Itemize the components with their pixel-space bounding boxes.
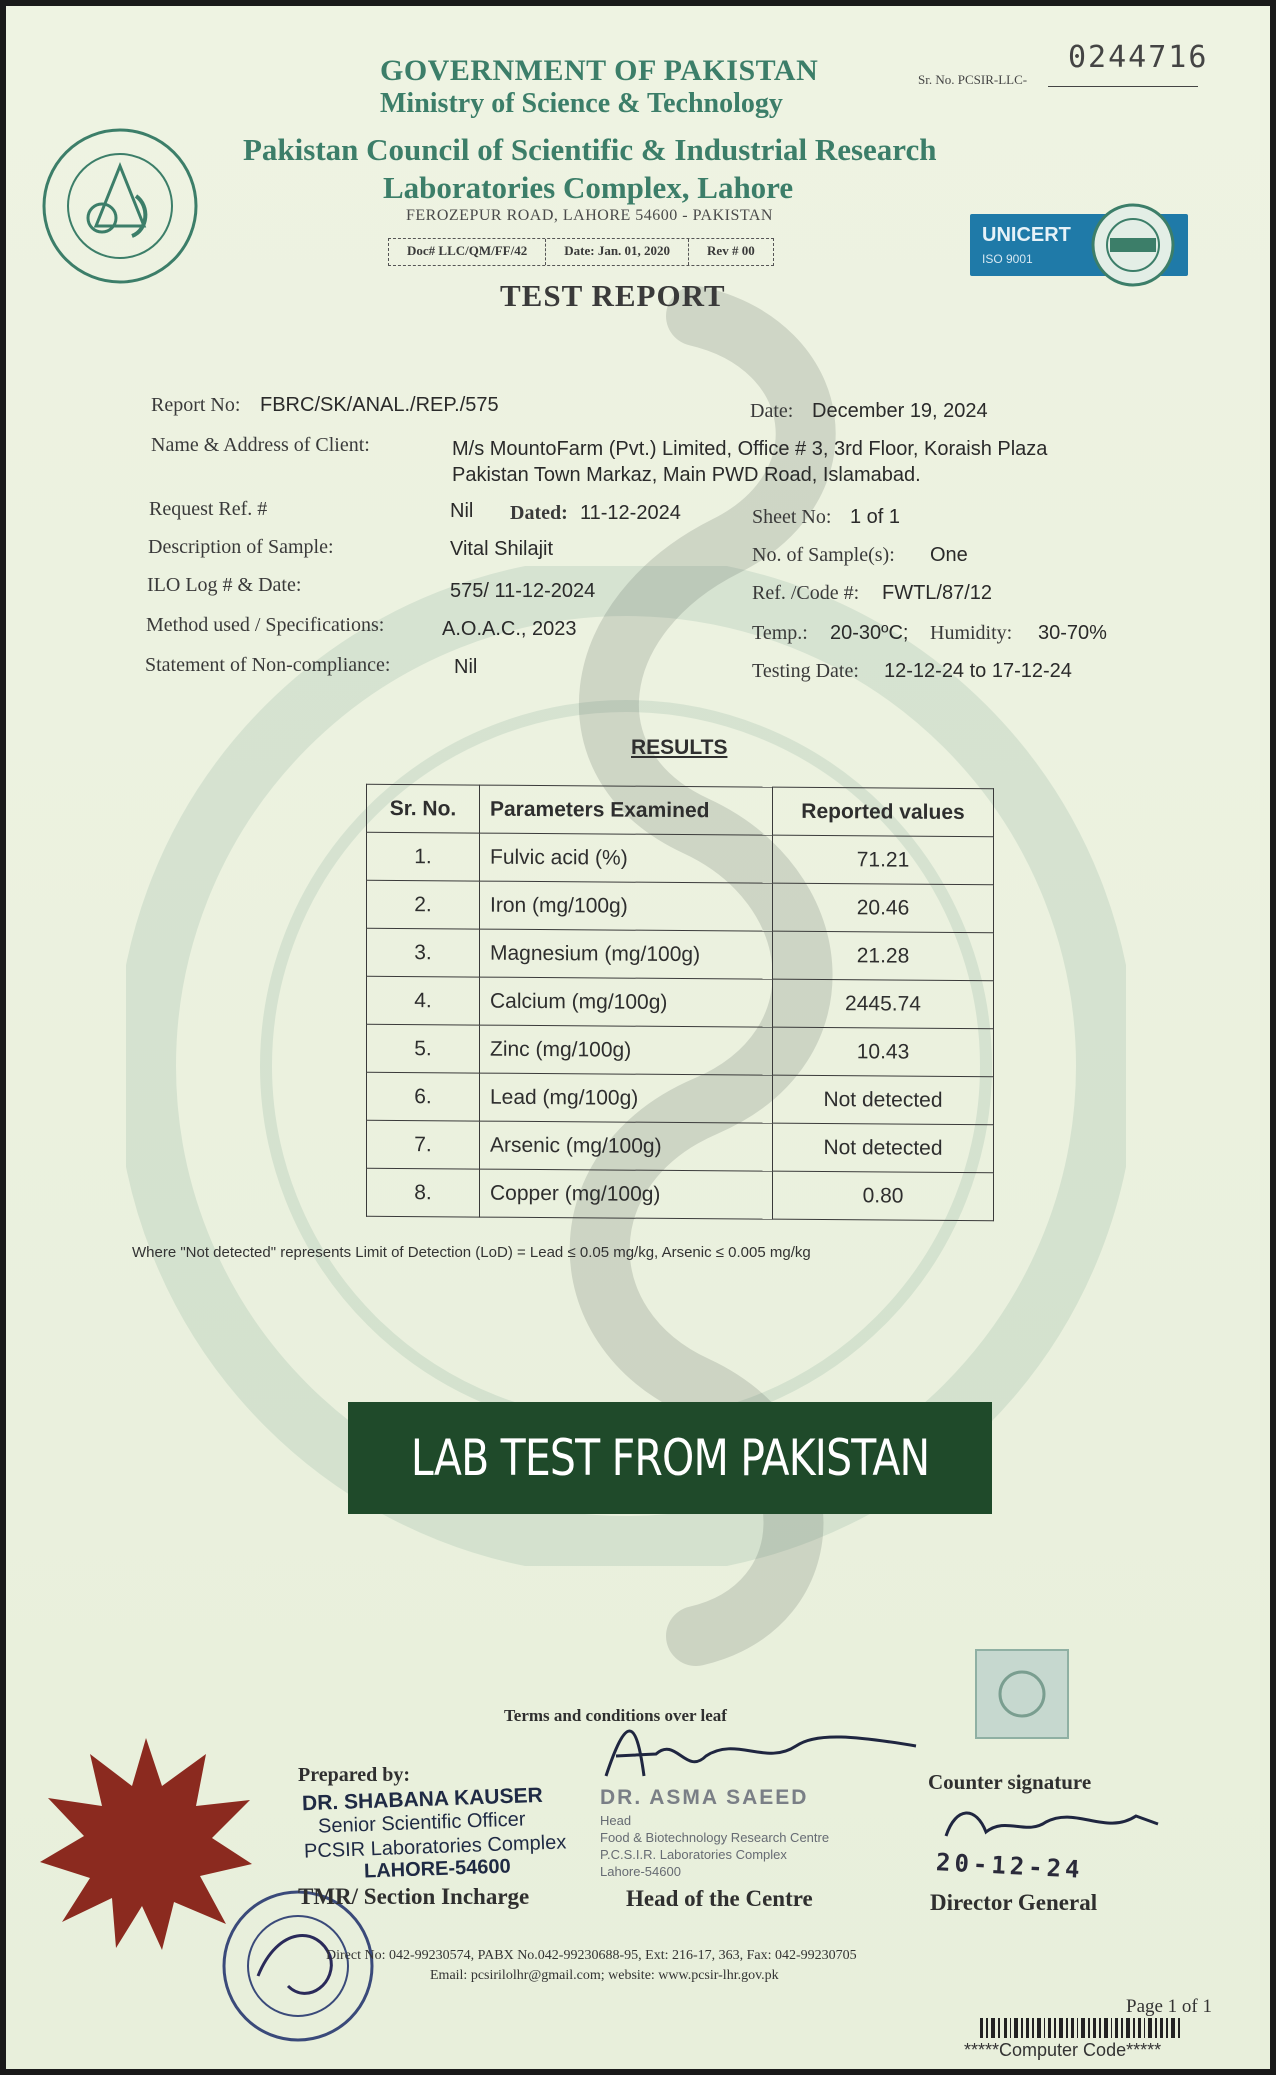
- noncompliance-value: Nil: [454, 656, 478, 678]
- row-value: 2445.74: [773, 979, 994, 1029]
- dated-value: 11-12-2024: [580, 502, 681, 524]
- results-heading: RESULTS: [631, 736, 728, 759]
- client-line-1: M/s MountoFarm (Pvt.) Limited, Office # 3, 3rd Floor, Koraish Plaza: [452, 438, 1048, 460]
- temp-label: Temp.:: [752, 622, 808, 644]
- testing-date-value: 12-12-24 to 17-12-24: [884, 660, 1072, 682]
- row-value: Not detected: [773, 1075, 994, 1125]
- ref-code-label: Ref. /Code #:: [752, 582, 860, 604]
- row-sr-no: 4.: [367, 976, 480, 1025]
- lod-footnote: Where "Not detected" represents Limit of Detection (LoD) = Lead ≤ 0.05 mg/kg, Arsenic ≤ 0.005 mg/kg: [132, 1244, 811, 1261]
- row-sr-no: 2.: [367, 880, 480, 929]
- row-parameter: Iron (mg/100g): [480, 881, 773, 931]
- table-row: [367, 1168, 994, 1220]
- sheet-no-value: 1 of 1: [850, 506, 901, 528]
- tmr-title: TMR/ Section Incharge: [298, 1884, 530, 1909]
- head-line-1: Head: [600, 1813, 632, 1828]
- row-sr-no: 6.: [367, 1072, 480, 1121]
- client-line-2: Pakistan Town Markaz, Main PWD Road, Islamabad.: [452, 464, 921, 486]
- barcode-icon: [980, 2018, 1180, 2038]
- unicert-seal-icon: [1090, 202, 1176, 288]
- row-value: 20.46: [773, 883, 994, 933]
- sample-description-value: Vital Shilajit: [450, 538, 554, 560]
- preparer-name: DR. SHABANA KAUSER: [301, 1783, 544, 1816]
- dg-signature: [936, 1796, 1166, 1856]
- serial-number-value: 0244716: [1068, 40, 1209, 75]
- row-value: Not detected: [773, 1123, 994, 1173]
- doc-revision: Rev # 00: [707, 243, 755, 258]
- column-header-parameter: Parameters Examined: [480, 785, 773, 835]
- method-value: A.O.A.C., 2023: [442, 618, 577, 640]
- doc-date: Date: Jan. 01, 2020: [546, 239, 689, 265]
- ilo-log-value: 575/ 11-12-2024: [450, 580, 596, 602]
- num-samples-value: One: [930, 544, 968, 566]
- table-row: [367, 976, 994, 1028]
- sheet-no-label: Sheet No:: [752, 506, 832, 528]
- row-parameter: Calcium (mg/100g): [480, 977, 773, 1027]
- row-sr-no: 3.: [367, 928, 480, 977]
- row-parameter: Fulvic acid (%): [480, 833, 773, 883]
- date-value: December 19, 2024: [812, 400, 988, 422]
- ilo-log-label: ILO Log # & Date:: [147, 574, 302, 596]
- serial-number-label: Sr. No. PCSIR-LLC-: [918, 72, 1028, 87]
- ministry-heading: Ministry of Science & Technology: [380, 88, 783, 119]
- request-ref-value: Nil: [450, 500, 474, 522]
- unicert-label: UNICERT: [982, 224, 1071, 246]
- testing-date-label: Testing Date:: [752, 660, 859, 682]
- date-label: Date:: [750, 400, 794, 422]
- row-parameter: Zinc (mg/100g): [480, 1025, 773, 1075]
- row-value: 0.80: [773, 1171, 994, 1221]
- counter-signature-label: Counter signature: [928, 1770, 1092, 1794]
- row-sr-no: 1.: [367, 832, 480, 881]
- method-label: Method used / Specifications:: [146, 614, 385, 636]
- row-value: 71.21: [773, 835, 994, 885]
- email-line: Email: pcsirilolhr@gmail.com; website: www.pcsir-lhr.gov.pk: [430, 1968, 779, 1983]
- head-name: DR. ASMA SAEED: [600, 1786, 809, 1809]
- head-signature: [596, 1706, 926, 1796]
- head-line-2: Food & Biotechnology Research Centre: [600, 1830, 830, 1845]
- complex-heading: Laboratories Complex, Lahore: [383, 170, 794, 205]
- preparer-org: PCSIR Laboratories Complex: [303, 1831, 567, 1863]
- table-row: [367, 880, 994, 932]
- preparer-city: LAHORE-54600: [363, 1855, 512, 1883]
- preparer-title: Senior Scientific Officer: [317, 1808, 526, 1838]
- contact-line: Direct No: 042-99230574, PABX No.042-99230688-95, Ext: 216-17, 363, Fax: 042-99230705: [326, 1948, 857, 1963]
- director-general-title: Director General: [930, 1890, 1098, 1915]
- temp-value: 20-30ºC;: [830, 622, 909, 644]
- row-parameter: Copper (mg/100g): [480, 1169, 773, 1219]
- request-ref-label: Request Ref. #: [149, 498, 268, 520]
- unicert-iso: ISO 9001: [982, 252, 1033, 266]
- table-row: [367, 928, 994, 980]
- dated-label: Dated:: [510, 502, 568, 524]
- client-label: Name & Address of Client:: [151, 434, 370, 456]
- government-heading: GOVERNMENT OF PAKISTAN: [380, 54, 819, 87]
- computer-code: *****Computer Code*****: [964, 2040, 1162, 2060]
- head-designation: [600, 1812, 829, 1880]
- humidity-value: 30-70%: [1038, 622, 1107, 644]
- report-no-label: Report No:: [151, 394, 241, 416]
- num-samples-label: No. of Sample(s):: [752, 544, 895, 566]
- hologram-icon: [974, 1648, 1070, 1740]
- lab-test-banner: [348, 1402, 992, 1514]
- banner-text: LAB TEST FROM PAKISTAN: [410, 1429, 930, 1487]
- table-row: [367, 1024, 994, 1076]
- pcsir-logo: [40, 126, 200, 286]
- report-title: TEST REPORT: [500, 278, 726, 313]
- noncompliance-label: Statement of Non-compliance:: [145, 654, 391, 676]
- column-header-value: Reported values: [773, 787, 994, 837]
- row-sr-no: 8.: [367, 1168, 480, 1217]
- council-heading: Pakistan Council of Scientific & Industrial Research: [243, 132, 937, 167]
- results-header-row: [367, 784, 994, 836]
- row-parameter: Arsenic (mg/100g): [480, 1121, 773, 1171]
- column-header-sr-no: Sr. No.: [367, 784, 480, 833]
- row-parameter: Lead (mg/100g): [480, 1073, 773, 1123]
- head-line-4: Lahore-54600: [600, 1864, 681, 1879]
- sample-description-label: Description of Sample:: [148, 536, 334, 558]
- address-line: FEROZEPUR ROAD, LAHORE 54600 - PAKISTAN: [406, 207, 773, 224]
- terms-note: Terms and conditions over leaf: [504, 1706, 727, 1725]
- row-value: 21.28: [773, 931, 994, 981]
- results-table: [366, 784, 994, 1221]
- head-of-centre-title: Head of the Centre: [626, 1886, 813, 1911]
- table-row: [367, 1120, 994, 1172]
- table-row: [367, 1072, 994, 1124]
- prepared-by-label: Prepared by:: [298, 1764, 411, 1786]
- table-row: [367, 832, 994, 884]
- ref-code-value: FWTL/87/12: [882, 582, 993, 604]
- report-no-value: FBRC/SK/ANAL./REP./575: [260, 394, 499, 416]
- row-sr-no: 5.: [367, 1024, 480, 1073]
- stamp-seal-icon: [218, 1886, 378, 2046]
- doc-control-box: [388, 238, 774, 266]
- row-sr-no: 7.: [367, 1120, 480, 1169]
- unicert-badge: [970, 214, 1188, 276]
- serial-number-underline: [1048, 86, 1198, 87]
- humidity-label: Humidity:: [930, 622, 1013, 644]
- page-indicator: Page 1 of 1: [1126, 1996, 1213, 2017]
- row-parameter: Magnesium (mg/100g): [480, 929, 773, 979]
- doc-number: Doc# LLC/QM/FF/42: [389, 239, 546, 265]
- counter-signature-date: 20-12-24: [935, 1848, 1085, 1884]
- head-line-3: P.C.S.I.R. Laboratories Complex: [600, 1847, 787, 1862]
- row-value: 10.43: [773, 1027, 994, 1077]
